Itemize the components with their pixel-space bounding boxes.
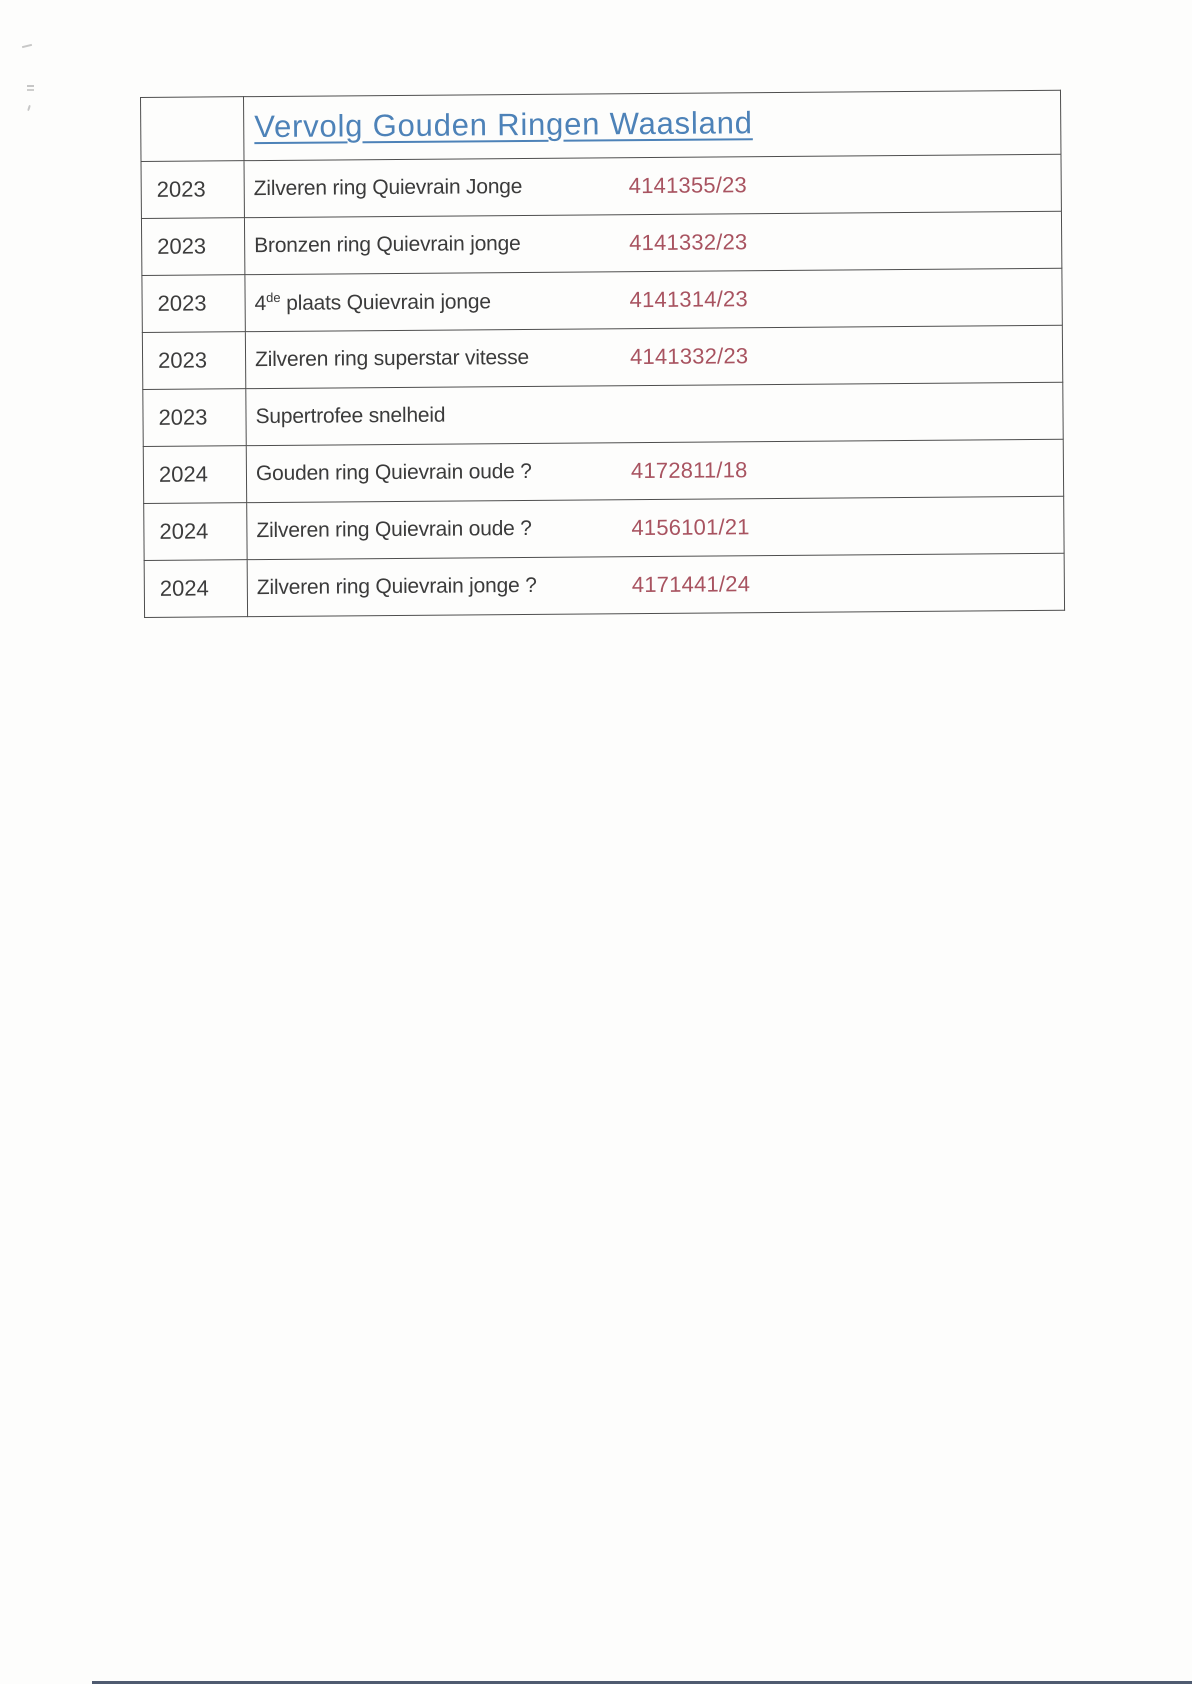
- ring-number: 4141332/23: [629, 343, 749, 370]
- prize-description: Zilveren ring Quievrain oude ?: [256, 516, 532, 543]
- table-row: [144, 553, 1064, 617]
- year-cell: [141, 218, 244, 276]
- table-row: [141, 154, 1061, 218]
- ring-number: 4141355/23: [628, 172, 748, 199]
- table-title: Vervolg Gouden Ringen Waasland: [254, 105, 753, 145]
- scan-artifact: [27, 85, 34, 87]
- prize-cell: [245, 268, 1062, 331]
- prize-description: Supertrofee snelheid: [255, 403, 446, 429]
- year-label: 2023: [157, 233, 207, 259]
- year-label: 2024: [159, 575, 209, 601]
- prize-cell: [244, 211, 1061, 274]
- prize-table: [140, 90, 1065, 618]
- table-row: [141, 211, 1061, 275]
- header-empty-cell: [141, 97, 244, 162]
- table-row: [143, 382, 1063, 446]
- scan-artifact: [22, 44, 32, 48]
- ring-number: 4171441/24: [631, 571, 751, 598]
- prize-table-container: [140, 90, 1065, 618]
- prize-description: Bronzen ring Quievrain jonge: [254, 232, 521, 258]
- table-row: [143, 439, 1063, 503]
- prize-cell: [245, 325, 1062, 388]
- prize-cell: [244, 154, 1061, 217]
- year-cell: [141, 161, 244, 219]
- year-label: 2024: [158, 461, 209, 487]
- year-label: 2023: [158, 404, 208, 430]
- prize-description: Zilveren ring superstar vitesse: [254, 345, 530, 372]
- table-row: [142, 268, 1062, 332]
- prize-cell: [246, 439, 1063, 502]
- prize-description: Gouden ring Quievrain oude ?: [255, 459, 532, 486]
- prize-cell: [246, 382, 1063, 445]
- ring-number: 4141332/23: [629, 229, 748, 256]
- prize-description: 4de plaats Quievrain jonge: [254, 289, 491, 316]
- year-cell: [144, 560, 247, 618]
- year-label: 2023: [157, 290, 207, 316]
- year-label: 2023: [157, 347, 208, 373]
- year-cell: [144, 503, 247, 561]
- year-label: 2024: [159, 518, 209, 544]
- header-title-cell: [244, 90, 1061, 160]
- table-header-row: [141, 90, 1061, 161]
- year-cell: [143, 446, 246, 504]
- prize-cell: [247, 496, 1064, 559]
- ring-number: 4141314/23: [629, 286, 748, 313]
- ring-number: 4172811/18: [630, 457, 748, 484]
- year-cell: [142, 275, 245, 333]
- scan-artifact: [27, 105, 31, 111]
- year-cell: [143, 389, 246, 447]
- table-row: [144, 496, 1064, 560]
- prize-description: Zilveren ring Quievrain Jonge: [253, 175, 523, 201]
- prize-description: Zilveren ring Quievrain jonge ?: [256, 573, 537, 600]
- table-body: [141, 154, 1065, 617]
- prize-cell: [247, 553, 1064, 616]
- year-label: 2023: [156, 176, 206, 202]
- table-row: [142, 325, 1062, 389]
- ring-number: 4156101/21: [631, 514, 750, 541]
- superscript-text: de: [266, 289, 281, 306]
- year-cell: [142, 332, 245, 390]
